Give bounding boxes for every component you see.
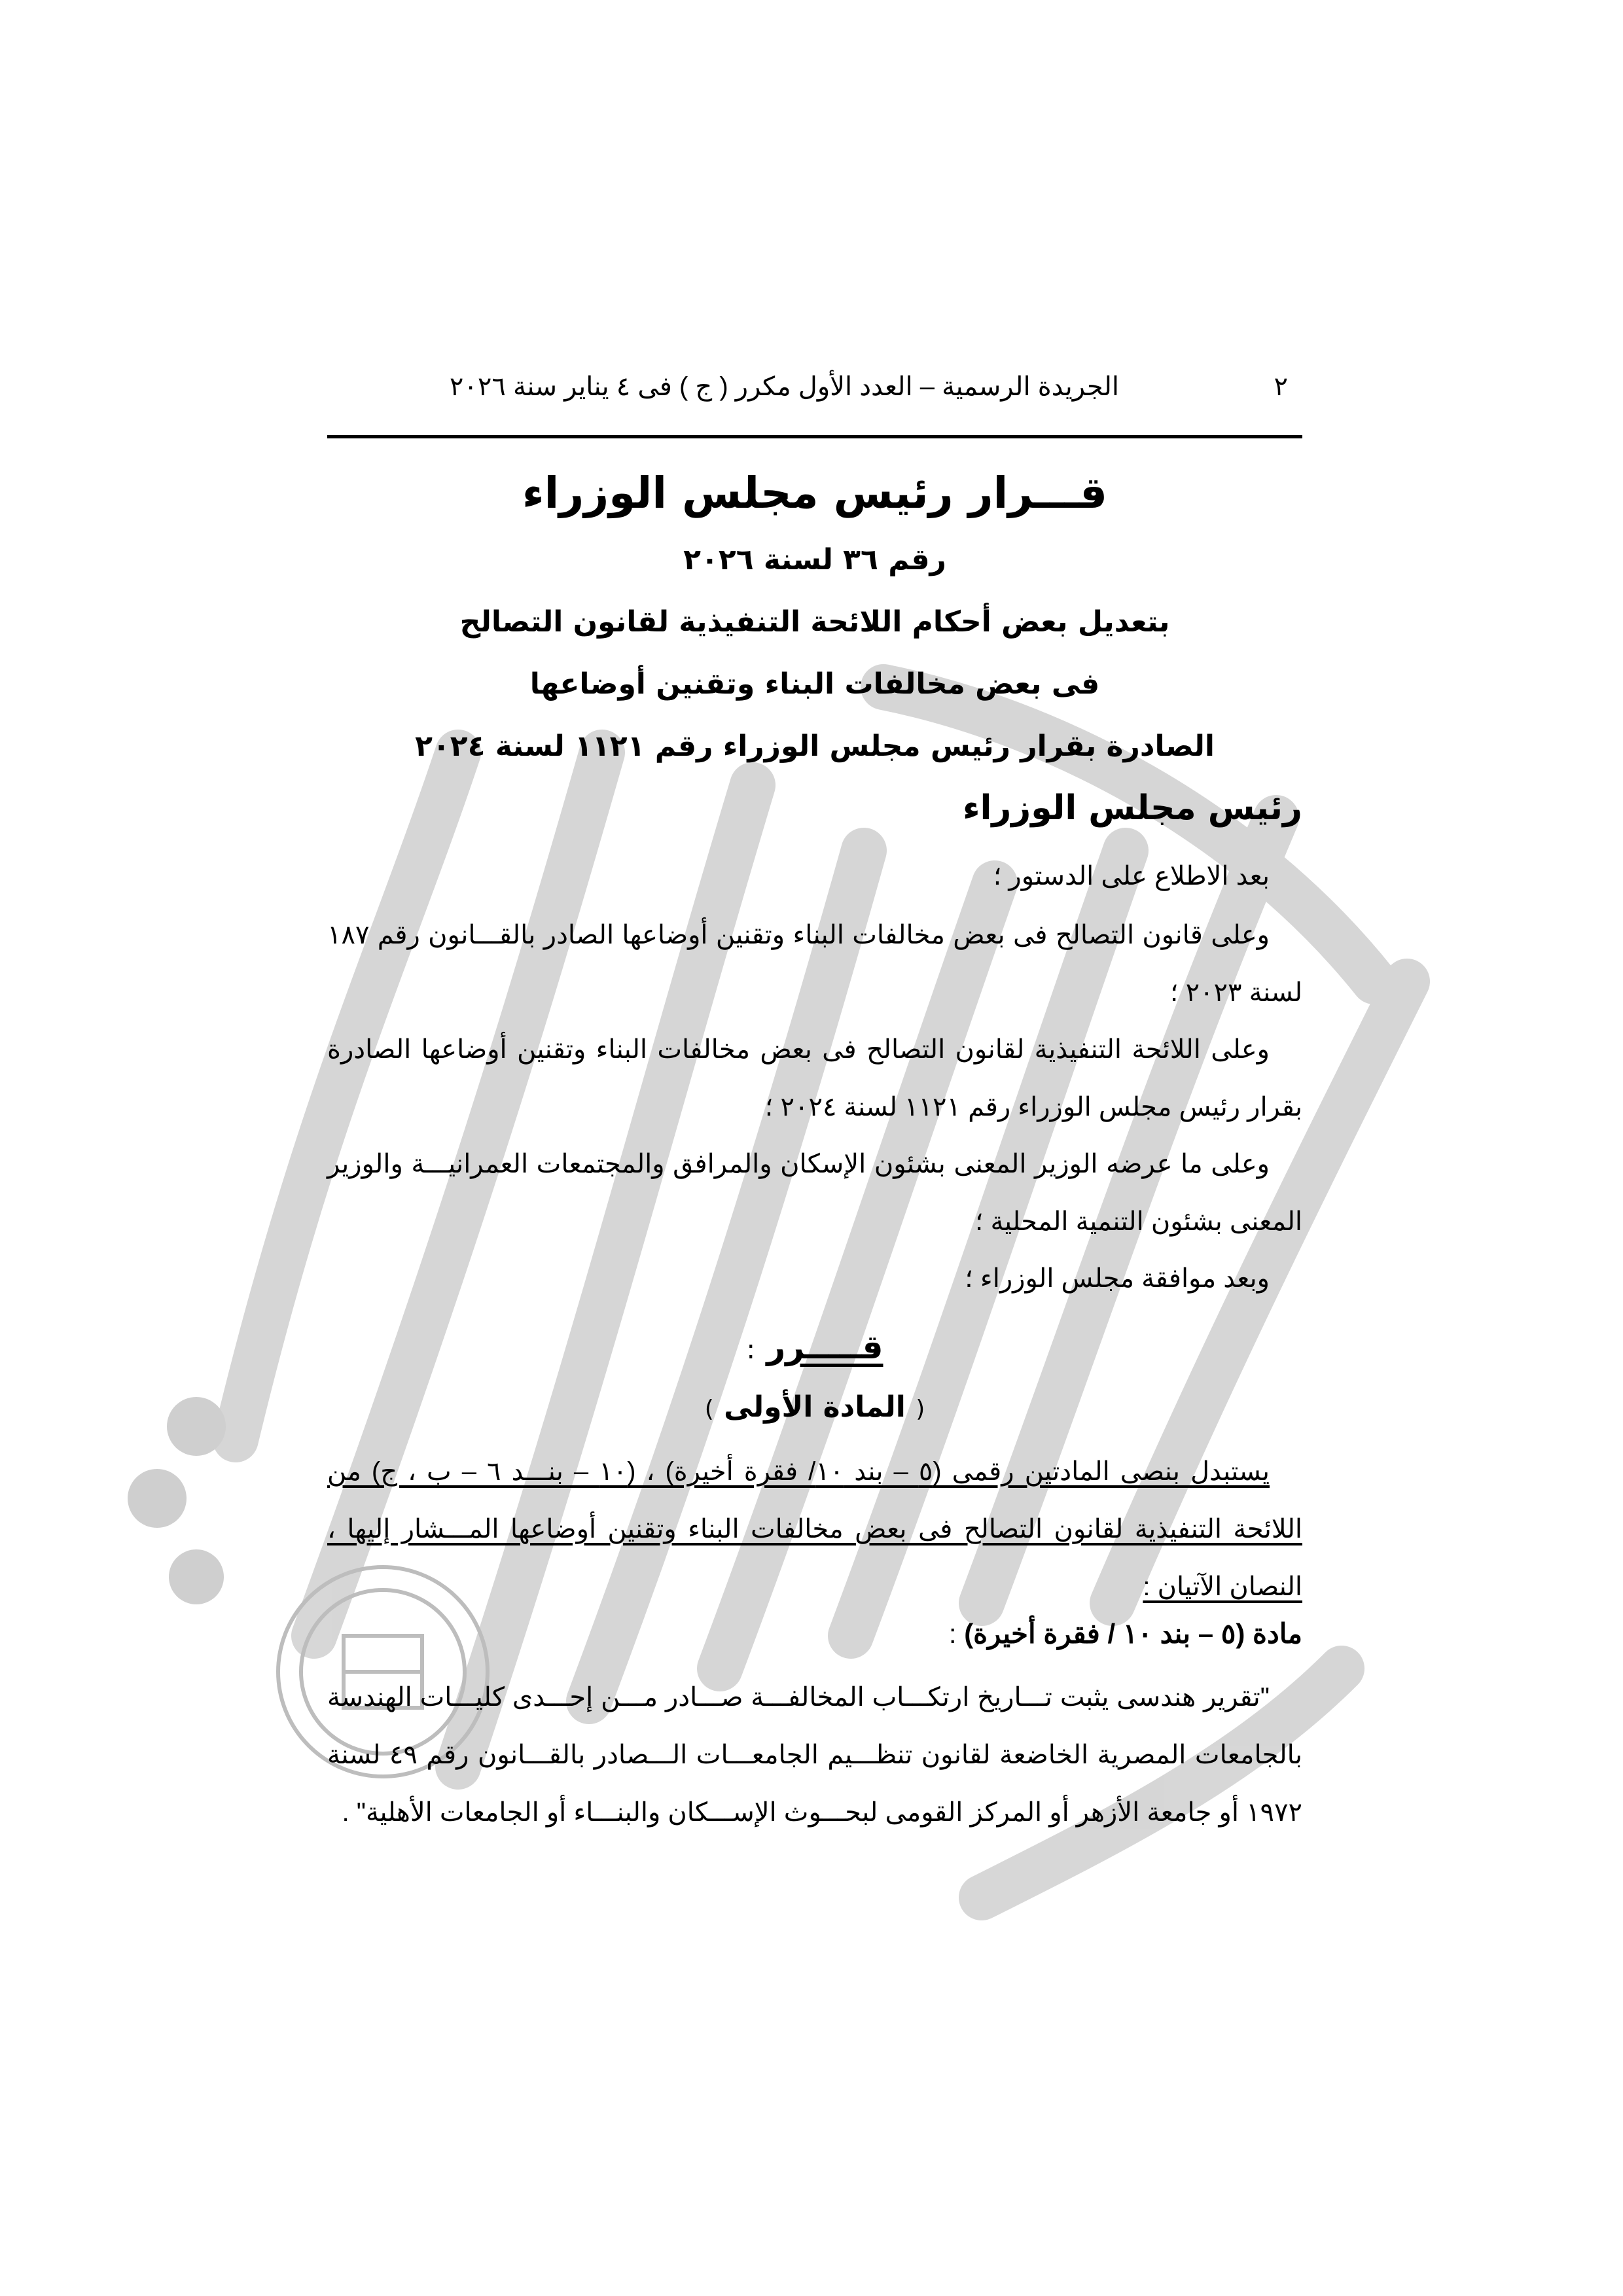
decided-word: قـــــرر <box>766 1328 883 1366</box>
watermark-dots <box>128 1397 226 1604</box>
article-body <box>327 1443 1302 1616</box>
issuer-heading: رئيس مجلس الوزراء <box>962 788 1302 828</box>
amended-article-heading <box>949 1617 1302 1650</box>
paren-open: ( <box>916 1396 925 1422</box>
preamble-paragraph: وعلى اللائحة التنفيذية لقانون التصالح فى بعض مخالفات البناء وتقنين أوضاعها الصادرة بقرار رئيس مجلس الوزراء رقم ١١٢١ لسنة ٢٠٢٤ ؛ <box>327 1035 1302 1122</box>
amended-article-text: "تقرير هندسى يثبت تـــاريخ ارتكـــاب المخالفـــة صـــادر مـــن إحـــدى كليـــات الهندسة بالجامعات المصرية الخاضعة لقانون تنظـــيم الجامعـــات الـــصادر بالقـــانون رقم ٤٩ لسنة ١٩٧٢ أو جامعة الأزهر أو المركز القومى لبحـــوث الإســـكان والبنـــاء أو الجامعات الأهلية" . <box>327 1683 1302 1827</box>
amended-article-prefix: مادة <box>1252 1618 1302 1649</box>
article-title: المادة الأولى <box>724 1390 906 1424</box>
preamble-paragraph: وعلى قانون التصالح فى بعض مخالفات البناء وتقنين أوضاعها الصادر بالقـــانون رقم ١٨٧ لسنة ٢٠٢٣ ؛ <box>327 921 1302 1007</box>
amended-article-ref: (٥ – بند ١٠ / فقرة أخيرة) <box>964 1618 1245 1649</box>
preamble-paragraph: وبعد موافقة مجلس الوزراء ؛ <box>965 1264 1270 1293</box>
decree-subject-line: الصادرة بقرار رئيس مجلس الوزراء رقم ١١٢١ لسنة ٢٠٢٤ <box>415 730 1215 763</box>
paren-close: ) <box>704 1396 714 1422</box>
amended-article-colon: : <box>948 1618 957 1649</box>
article-heading <box>327 1390 1302 1424</box>
document-page <box>327 0 1302 2296</box>
header-divider <box>327 435 1302 438</box>
decided-colon: : <box>746 1335 755 1365</box>
gazette-issue-line: الجريدة الرسمية – العدد الأول مكرر ( ج ) فى ٤ يناير سنة ٢٠٢٦ <box>449 372 1119 401</box>
page-number: ٢ <box>1274 372 1288 401</box>
decree-subject-line: بتعديل بعض أحكام اللائحة التنفيذية لقانون التصالح <box>459 605 1170 639</box>
article-body-text: يستبدل بنصى المادتين رقمى (٥ – بند ١٠/ فقرة أخيرة) ، (١٠ – بنـــد ٦ – ب ، ج) من اللائحة التنفيذية لقانون التصالح فى بعض مخالفات البناء وتقنين أوضاعها المـــشار إليها ، النصان الآتيان : <box>327 1457 1302 1601</box>
decided-heading <box>327 1328 1302 1366</box>
preamble-paragraph: بعد الاطلاع على الدستور ؛ <box>993 862 1270 891</box>
decree-subject-line: فى بعض مخالفات البناء وتقنين أوضاعها <box>529 667 1100 701</box>
decree-number: رقم ٣٦ لسنة ٢٠٢٦ <box>683 543 946 576</box>
decree-title: قـــرار رئيس مجلس الوزراء <box>522 468 1108 518</box>
preamble-paragraph: وعلى ما عرضه الوزير المعنى بشئون الإسكان والمرافق والمجتمعات العمرانيـــة والوزير المعنى بشئون التنمية المحلية ؛ <box>327 1150 1302 1236</box>
running-header <box>327 372 1302 417</box>
